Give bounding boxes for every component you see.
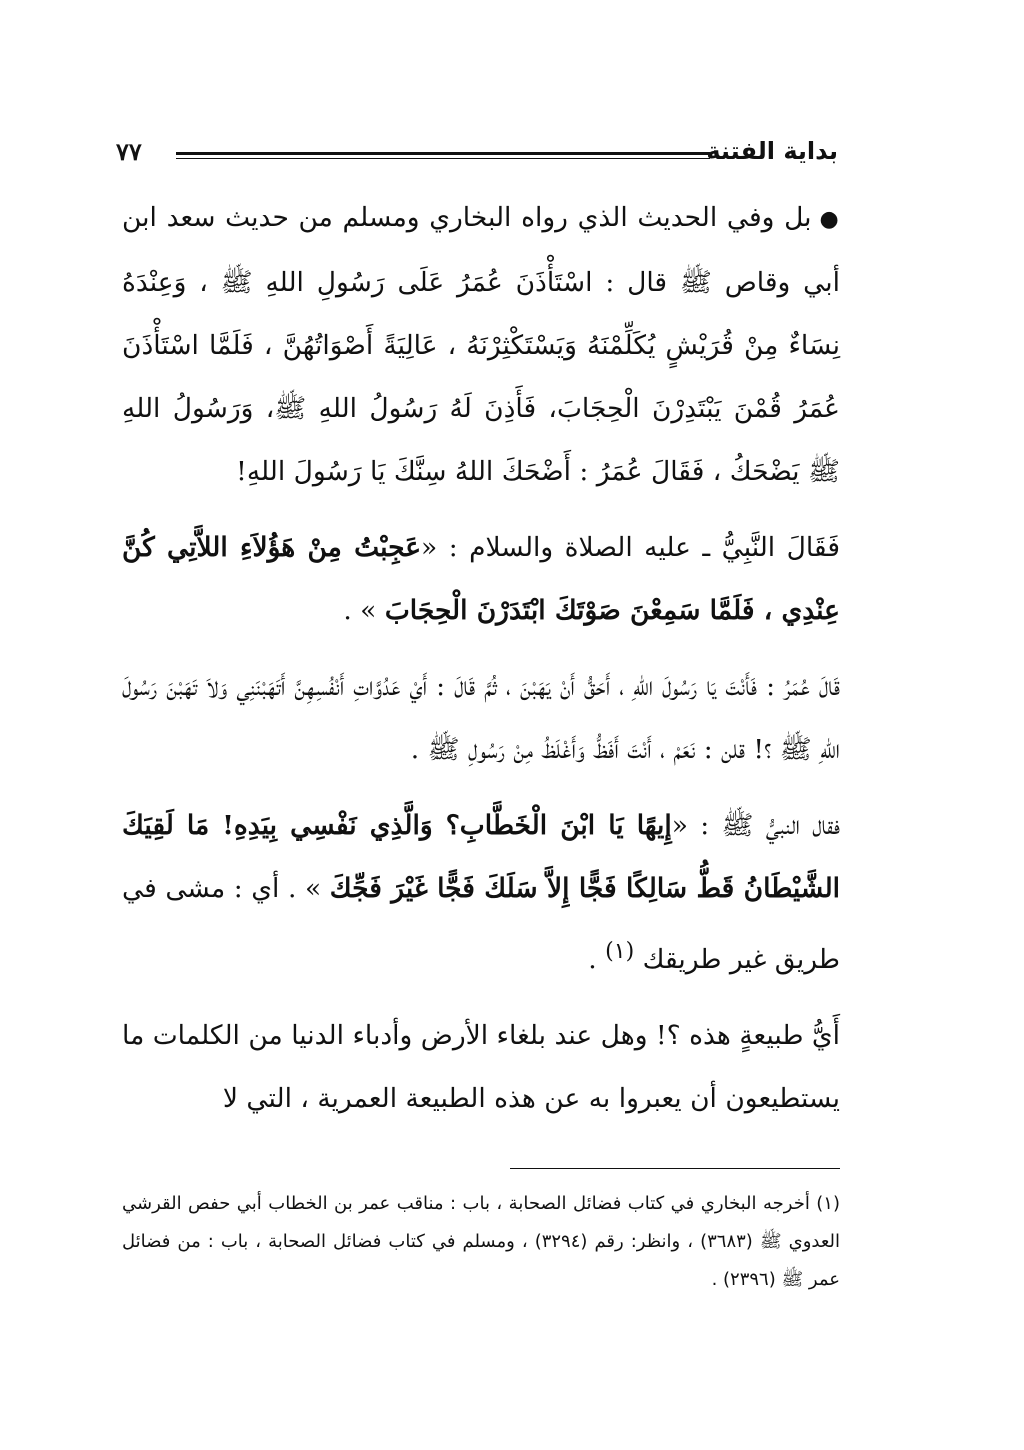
paragraph-2-tail: » . — [343, 595, 377, 626]
body-text — [122, 186, 840, 1130]
paragraph-4-lead: فقال النبيُّ ﷺ : « — [671, 810, 840, 841]
bullet-icon: ● — [819, 207, 840, 232]
paragraph-1 — [122, 186, 840, 503]
paragraph-4-tail: » . أي : مشى في طريق غير طريقك — [122, 873, 840, 975]
paragraph-3 — [122, 655, 840, 781]
paragraph-5 — [122, 1004, 840, 1130]
footnote-separator — [510, 1168, 840, 1169]
paragraph-4 — [122, 794, 840, 991]
running-header — [110, 135, 838, 175]
hadith-quote-2: إِيهًا يَا ابْنَ الْخَطَّابِ؟ وَالَّذِي نَفْسِي بِيَدِهِ! مَا لَقِيَكَ الشَّيْطَانُ قَطُّ سَالِكًا فَجًّا إِلاَّ سَلَكَ فَجًّا غَيْرَ فَجِّكَ — [122, 810, 841, 904]
paragraph-3-text: قَالَ عُمَرُ : فَأَنْتَ يَا رَسُولَ اللهِ ، أَحَقُّ أَنْ يَهَبْنَ ، ثُمَّ قَالَ : أَيْ عَدُوَّاتِ أَنْفُسِهِنَّ أَتَهَبْنَنِي وَلاَ تَهَبْنَ رَسُولَ اللهِ ﷺ ؟! قلن : نَعَمْ ، أَنْتَ أَفَظُّ وَأَغْلَظُ مِنْ رَسُولِ ﷺ . — [122, 671, 840, 765]
footnote-text: (١) أخرجه البخاري في كتاب فضائل الصحابة ، باب : مناقب عمر بن الخطاب أبي حفص القرشي العدوي ﷺ (٣٦٨٣) ، وانظر: رقم (٣٢٩٤) ، ومسلم في كتاب فضائل الصحابة ، باب : من فضائل عمر ﷺ (٢٣٩٦) . — [122, 1193, 841, 1290]
hadith-quote-1: عَجِبْتُ مِنْ هَؤُلاَءِ اللاَّتِي كُنَّ عِنْدِي ، فَلَمَّا سَمِعْنَ صَوْتَكَ ابْتَدَرْنَ الْحِجَابَ — [122, 532, 840, 626]
paragraph-4-end: . — [588, 943, 597, 975]
header-title: بداية الفتنة — [706, 137, 838, 165]
paragraph-1-text: بل وفي الحديث الذي رواه البخاري ومسلم من حديث سعد ابن أبي وقاص ﷺ قال : اسْتَأْذَنَ عُمَرُ عَلَى رَسُولِ اللهِ ﷺ ، وَعِنْدَهُ نِسَاءٌ مِنْ قُرَيْشٍ يُكَلِّمْنَهُ وَيَسْتَكْثِرْنَهُ ، عَالِيَةً أَصْوَاتُهُنَّ ، فَلَمَّا اسْتَأْذَنَ عُمَرُ قُمْنَ يَبْتَدِرْنَ الْحِجَابَ، فَأَذِنَ لَهُ رَسُولُ اللهِ ﷺ، وَرَسُولُ اللهِ ﷺ يَضْحَكُ ، فَقَالَ عُمَرُ : أَضْحَكَ اللهُ سِنَّكَ يَا رَسُولَ اللهِ! — [122, 202, 840, 487]
paragraph-2-lead: فَقَالَ النَّبِيُّ ـ عليه الصلاة والسلام : « — [421, 532, 840, 563]
page-number: ٧٧ — [116, 137, 142, 166]
footnote — [122, 1185, 840, 1299]
footnote-ref[interactable]: (١) — [605, 939, 635, 964]
paragraph-2 — [122, 516, 840, 642]
header-rule — [176, 152, 710, 159]
paragraph-5-text: أَيُّ طبيعةٍ هذه ؟! وهل عند بلغاء الأرض وأدباء الدنيا من الكلمات ما يستطيعون أن يعبروا به عن هذه الطبيعة العمرية ، التي لا — [122, 1019, 840, 1114]
